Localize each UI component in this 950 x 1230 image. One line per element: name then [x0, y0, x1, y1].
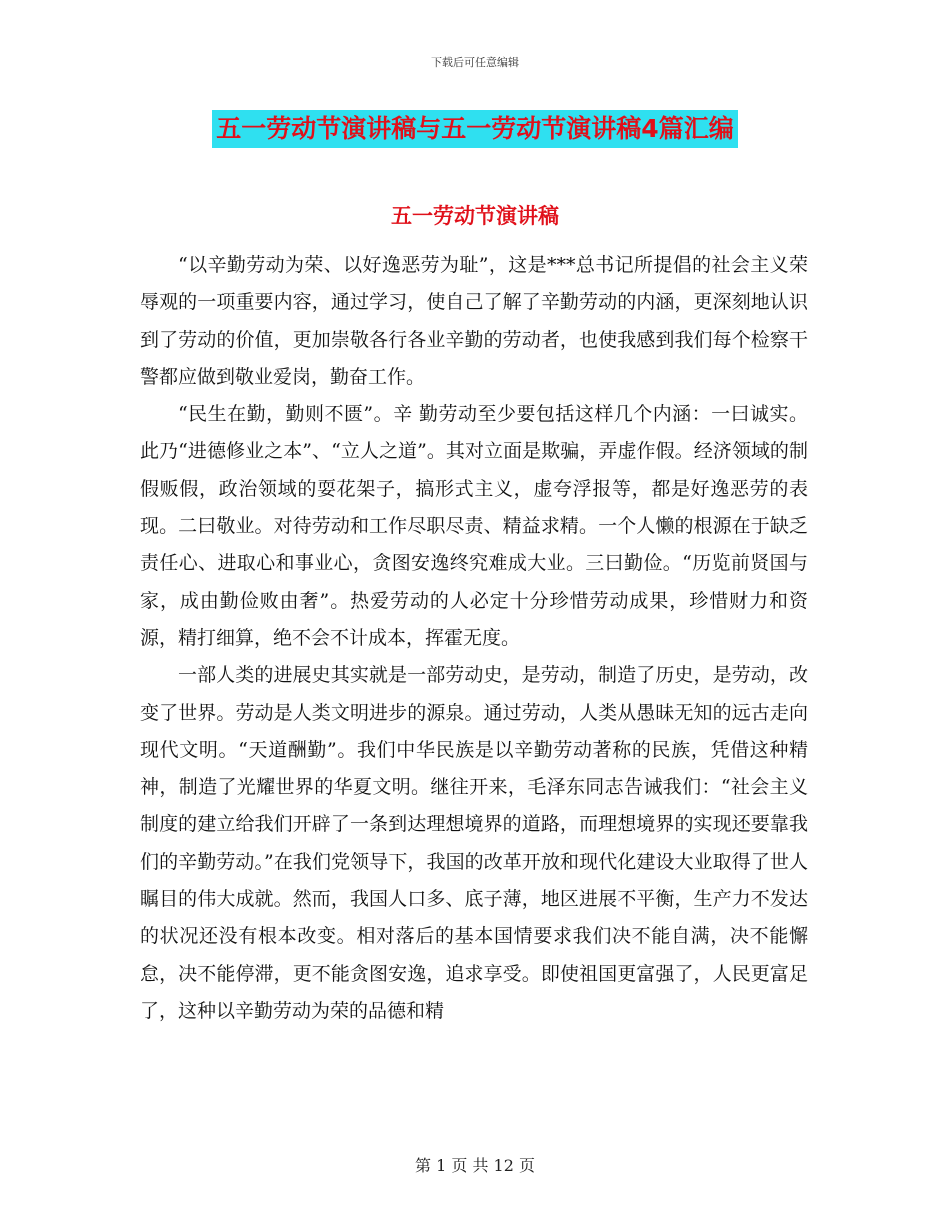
paragraph-3: 一部人类的进展史其实就是一部劳动史，是劳动，制造了历史，是劳动，改变了世界。劳动是人类文明进步的源泉。通过劳动，人类从愚昧无知的远古走向现代文明。“天道酬勤”。我们中华民族是以辛勤劳动著称的民族，凭借这种精神，制造了光耀世界的华夏文明。继往开来，毛泽东同志告诫我们：“社会主义制度的建立给我们开辟了一条到达理想境界的道路，而理想境界的实现还要靠我们的辛勤劳动。”在我们党领导下，我国的改革开放和现代化建设大业取得了世人瞩目的伟大成就。然而，我国人口多、底子薄，地区进展不平衡，生产力不发达的状况还没有根本改变。相对落后的基本国情要求我们决不能自满，决不能懈怠，决不能停滞，更不能贪图安逸，追求享受。即使祖国更富强了，人民更富足了，这种以辛勤劳动为荣的品德和精	[140, 664, 808, 1022]
paragraph-2: “民生在勤，勤则不匮”。辛 勤劳动至少要包括这样几个内涵：一曰诚实。此乃“进德修业之本”、“立人之道”。其对立面是欺骗，弄虚作假。经济领域的制假贩假，政治领域的耍花架子，搞形式主义，虚夸浮报等，都是好逸恶劳的表现。二曰敬业。对待劳动和工作尽职尽责、精益求精。一个人懒的根源在于缺乏责任心、进取心和事业心，贪图安逸终究难成大业。三曰勤俭。“历览前贤国与家，成由勤俭败由奢”。热爱劳动的人必定十分珍惜劳动成果，珍惜财力和资源，精打细算，绝不会不计成本，挥霍无度。	[140, 403, 808, 649]
main-title: 五一劳动节演讲稿与五一劳动节演讲稿4篇汇编	[212, 110, 737, 148]
page-footer: 第 1 页 共 12 页	[415, 1156, 535, 1175]
header-note: 下载后可任意编辑	[431, 56, 519, 69]
body-text	[140, 247, 808, 1030]
paragraph-1: “以辛勤劳动为荣、以好逸恶劳为耻”，这是***总书记所提倡的社会主义荣辱观的一项重要内容，通过学习，使自己了解了辛勤劳动的内涵，更深刻地认识到了劳动的价值，更加崇敬各行各业辛勤的劳动者，也使我感到我们每个检察干警都应做到敬业爱岗，勤奋工作。	[140, 254, 808, 388]
main-title-container	[0, 110, 950, 148]
section-title: 五一劳动节演讲稿	[391, 204, 559, 228]
